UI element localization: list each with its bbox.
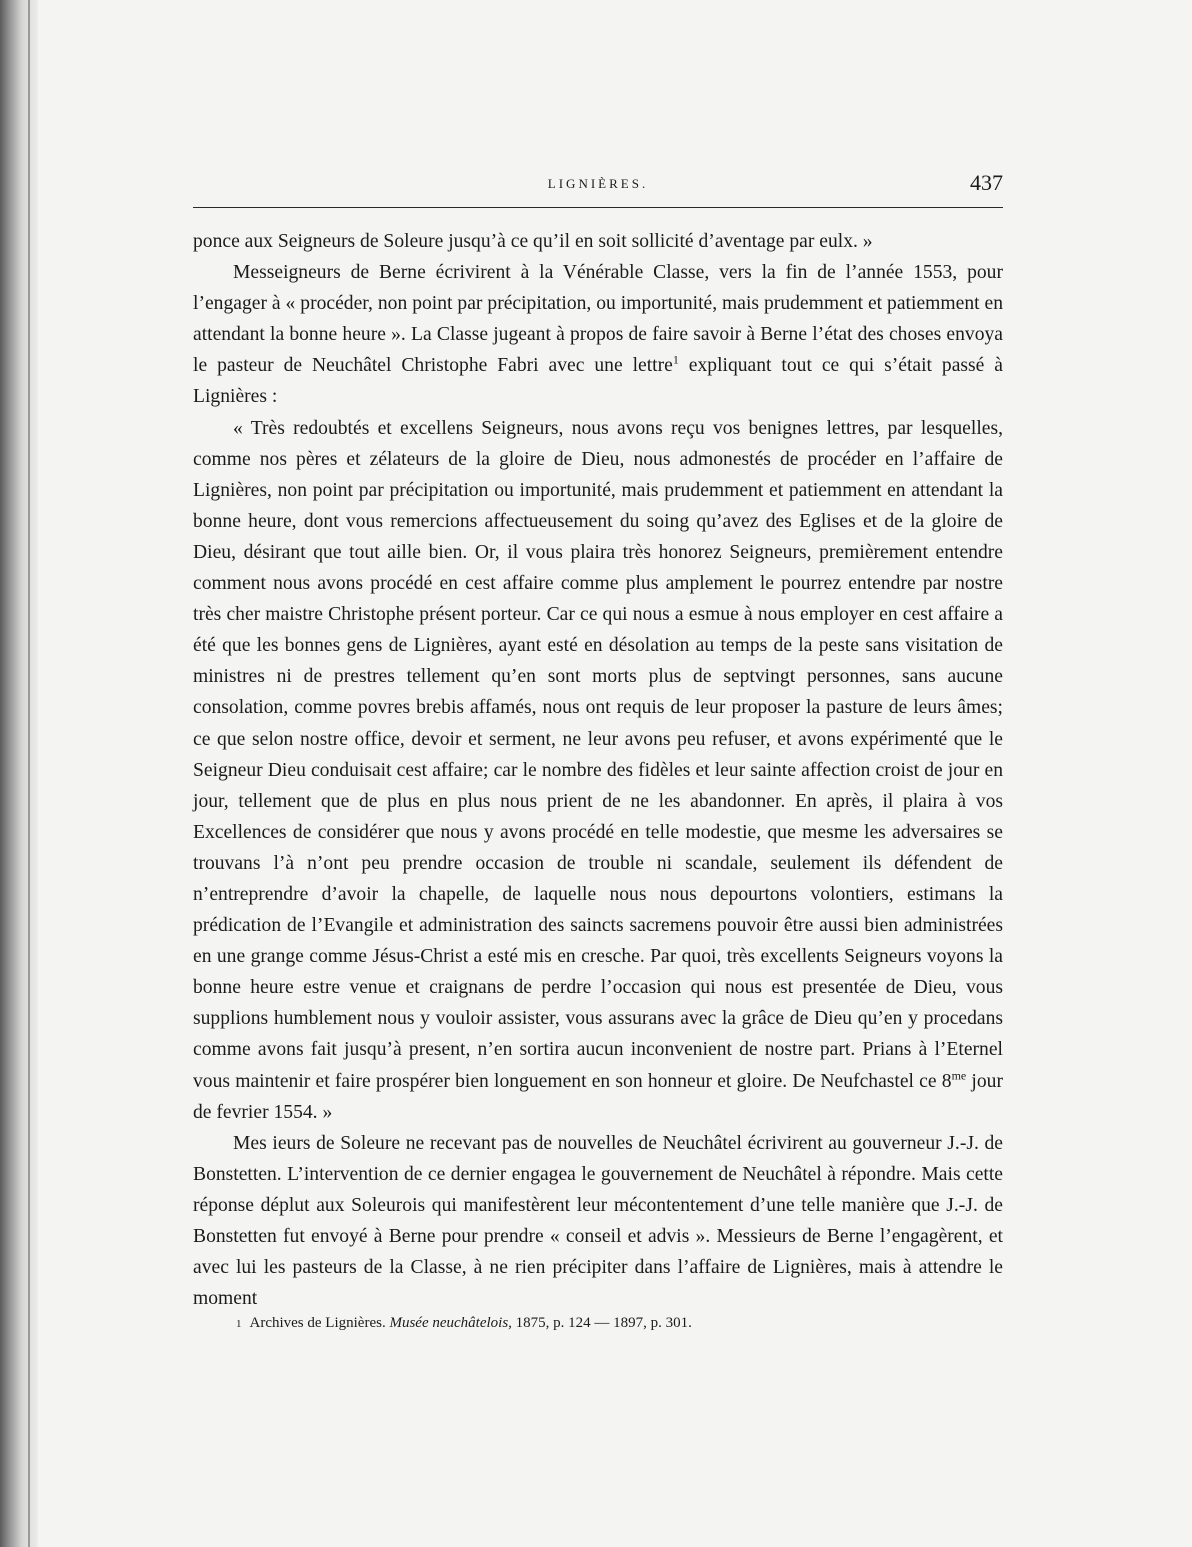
page-spine-shadow bbox=[0, 0, 38, 1547]
paragraph-text: ponce aux Seigneurs de Soleure jusqu’à ce qu’il en soit sollicité d’aventage par eulx. » bbox=[193, 231, 873, 252]
footnote-mark: 1 bbox=[236, 1318, 242, 1330]
paragraph-continued bbox=[193, 226, 1003, 257]
footnote-text: Archives de Lignières. bbox=[249, 1315, 390, 1331]
header-rule bbox=[193, 207, 1003, 208]
page-header bbox=[193, 170, 1003, 200]
paragraph-text: jour de fevrier 1554. » bbox=[193, 1070, 1003, 1123]
footnote-citation: 1875, p. 124 — 1897, p. 301. bbox=[511, 1315, 692, 1331]
footnote bbox=[236, 1313, 1016, 1334]
paragraph-text: Messeigneurs de Berne écrivirent à la Vénérable Classe, vers la fin de l’année 1553, pour l’engager à « procéder, non point par précipitation, ou importunité, mais prudemment et patiemment en attendant la bonne heure ». La Classe jugeant à propos de faire savoir à Berne l’état des choses envoya le pasteur de Neuchâtel Christophe Fabri avec une lettre bbox=[193, 262, 1003, 377]
ordinal-superscript: me bbox=[951, 1068, 967, 1082]
main-text bbox=[193, 226, 1003, 1314]
paragraph-text: Mes ieurs de Soleure ne recevant pas de nouvelles de Neuchâtel écrivirent au gouverneur J.-J. de Bonstetten. L’intervention de ce dernier engagea le gouvernement de Neuchâtel à répondre. Mais cette réponse déplut aux Soleurois qui manifestèrent leur mécontentement d’une telle manière que J.-J. de Bonstetten fut envoyé à Berne pour prendre « conseil et advis ». Messieurs de Berne l’engagèrent, et avec lui les pasteurs de la Classe, à ne rien précipiter dans l’affaire de Lignières, mais à attendre le moment bbox=[193, 1132, 1003, 1310]
running-title: LIGNIÈRES. bbox=[547, 176, 649, 191]
paragraph-text: « Très redoubtés et excellens Seigneurs, nous avons reçu vos benignes lettres, par lesquelles, comme nos pères et zélateurs de la gloire de Dieu, nous admonestés de procéder en l’affaire de Lignières, non point par précipitation ou importunité, mais prudemment et patiemment en attendant la bonne heure, dont vous remercions affectueusement du soing qu’avez des Eglises et de la gloire de Dieu, désirant que tout aille bien. Or, il vous plaira très honorez Seigneurs, premièrement entendre comment nous avons procédé en cest affaire comme plus amplement le pourrez entendre par nostre très cher maistre Christophe présent porteur. Car ce qui nous a esmue à nous employer en cest affaire a été que les bonnes gens de Lignières, ayant esté en désolation au temps de la peste sans visitation de ministres ni de prestres tellement qu’en sont morts plus de septvingt personnes, sans aucune consolation, comme povres brebis affamés, nous ont requis de leur proposer la pasture de leurs âmes; ce que selon nostre office, devoir et serment, ne leur avons peu refuser, et avons expérimenté que le Seigneur Dieu conduisait cest affaire; car le nombre des fidèles et leur sainte affection croist de jour en jour, tellement que de plus en plus nous prient de ne les abandonner. En après, il plaira à vos Excellences de considérer que nous y avons procédé en telle modestie, que mesme les adversaires se trouvans l’à n’ont peu prendre occasion de trouble ni scandale, seulement ils défendent de n’entreprendre d’avoir la chapelle, de laquelle nous nous depourtons volontiers, estimans la prédication de l’Evangile et administration des saincts sacremens pouvoir être aussi bien administrées en une grange comme Jésus-Christ a esté mis en cresche. Par quoi, très excellents Seigneurs voyons la bonne heure estre venue et craignans de perdre l’occasion qui nous est presentée de Dieu, vous supplions humblement nous y vouloir assister, vous assurans avec la grâce de Dieu qu’en y procedans comme avons fait jusqu’à present, n’en sortira aucun inconvenient de nostre part. Prians à l’Eternel vous maintenir et faire prospérer bien longuement en son honneur et gloire. De Neufchastel ce 8 bbox=[193, 417, 1003, 1092]
paragraph bbox=[193, 257, 1003, 412]
footnote-ref: 1 bbox=[672, 352, 679, 367]
page-number: 437 bbox=[970, 170, 1003, 195]
paragraph bbox=[193, 1128, 1003, 1315]
binding-edge bbox=[28, 0, 30, 1547]
quoted-letter bbox=[193, 413, 1003, 1128]
footnote-journal-title: Musée neuchâtelois, bbox=[389, 1315, 512, 1331]
paragraph-text: expliquant tout ce qui s’était passé à Lignières : bbox=[193, 355, 1003, 408]
